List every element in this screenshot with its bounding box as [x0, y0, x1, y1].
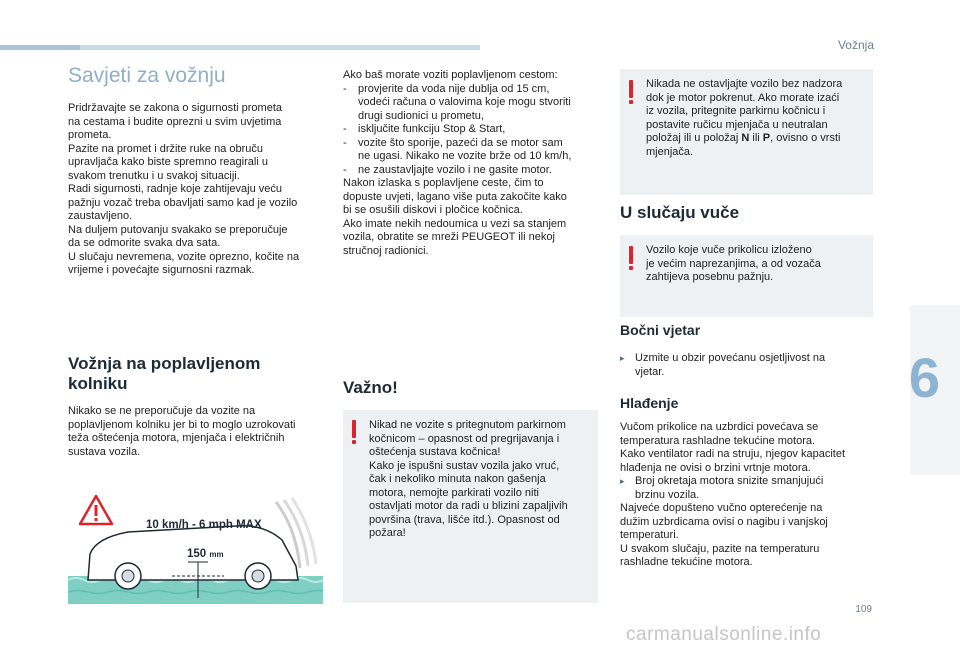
dealer-advice-text: Ako imate nekih nedoumica u vezi sa stanjem vozila, obratite se mreži PEUGEOT ili nekoj stručnoj radionici.	[343, 217, 567, 257]
list-item: ▸ Broj okretaja motora snizite smanjujući brzinu vozila.	[620, 475, 873, 502]
cooling-paragraph: Najveće dopušteno vučno opterećenje na dužim uzbrdicama ovisi o nagibu i vanjskoj temperaturi. U svakom slučaju, pazite na temperaturu rashladne tekućine motora.	[620, 502, 828, 568]
flood-section-title: Vožnja na poplavljenom kolniku	[68, 354, 261, 393]
flooded-road-instructions	[343, 69, 598, 258]
important-warning-text: Nikad ne vozite s pritegnutom parkirnom kočnicom – opasnost od pregrijavanja i oštećenja sustava kočnica! Kako je ispušni sustav vozila jako vruć, čak i nekoliko minuta nakon gašenja motora, nemojte parkirati vozilo niti ostavljati motor da radi u blizini zapaljivih površina (trava, lišće itd.). Opasnost od požara!	[369, 419, 568, 539]
max-depth-label	[187, 548, 224, 560]
list-item: - vozite što sporije, pazeći da se motor sam ne ugasi. Nikako ne vozite brže od 10 km/h,	[343, 137, 598, 164]
driving-advice-text	[68, 102, 326, 278]
gear-n: N	[741, 132, 750, 144]
list-item: - provjerite da voda nije dublja od 15 cm, vodeći računa o valovima koje mogu stvoriti drugi sudionici u prometu,	[343, 83, 598, 124]
towing-warning-box	[620, 235, 873, 317]
max-speed-label: 10 km/h - 6 mph MAX	[146, 519, 262, 531]
car-in-water-drawing	[68, 488, 323, 604]
advice-paragraph: Pridržavajte se zakona o sigurnosti prometa na cestama i budite oprezni u svim uvjetima prometa.	[68, 102, 282, 141]
after-flood-text: Nakon izlaska s poplavljene ceste, čim to dopuste uvjeti, lagano više puta zakočite kako bi se osušili diskovi i pločice kočnica.	[343, 177, 567, 216]
flood-text: Nikako se ne preporučuje da vozite na poplavljenom kolniku jer bi to moglo uzrokovati teža oštećenja motora, mjenjača i električnih sustava vozila.	[68, 405, 296, 458]
cooling-list	[620, 475, 873, 502]
cooling-paragraph: Vučom prikolice na uzbrdici povećava se temperatura rashladne tekućine motora. Kako ventilator radi na struju, njegov kapacitet hlađenja ne ovisi o brzini vrtnje motora.	[620, 421, 846, 474]
crosswind-title: Bočni vjetar	[620, 322, 701, 338]
warning-triangle-icon	[80, 496, 112, 524]
flood-steps-list	[343, 83, 598, 178]
towing-warning-text: Vozilo koje vuče prikolicu izloženo je većim naprezanjima, a od vozača zahtijeva posebnu pažnju.	[646, 244, 821, 283]
towing-section-title: U slučaju vuče	[620, 203, 740, 222]
warning-exclamation-icon	[626, 246, 636, 271]
running-head: Vožnja	[837, 38, 874, 52]
gear-p: P	[762, 132, 771, 144]
chapter-number: 6	[908, 346, 940, 409]
flood-intro: Ako baš morate voziti poplavljenom cestom:	[343, 69, 558, 81]
warning-exclamation-icon	[349, 420, 359, 445]
header-rule-accent	[0, 45, 80, 50]
important-title: Važno!	[343, 378, 398, 397]
page-number: 109	[855, 604, 872, 615]
unattended-warning-text: Nikada ne ostavljajte vozilo bez nadzora dok je motor pokrenut. Ako morate izaći iz vozila, pritegnite parkirnu kočnicu i postavite ručicu mjenjača u neutralan položaj ili u položaj N ili P, ovisno o vrsti mjenjača.	[646, 78, 843, 158]
advice-paragraph: Pazite na promet i držite ruke na obruču upravljača kako biste spremno reagirali u svakom trenutku i u svakoj situaciji.	[68, 142, 268, 182]
page-title: Savjeti za vožnju	[68, 64, 226, 87]
warning-exclamation-icon	[626, 80, 636, 105]
crosswind-list	[620, 352, 873, 379]
flood-illustration	[68, 488, 323, 604]
cooling-text	[620, 421, 873, 570]
advice-paragraph: Radi sigurnosti, radnje koje zahtijevaju veću pažnju vozač treba obavljati samo kad je vozilo zaustavljeno.	[68, 183, 298, 222]
parking-brake-warning-box	[343, 410, 598, 603]
watermark: carmanualsonline.info	[626, 624, 822, 645]
cooling-title: Hlađenje	[620, 395, 679, 411]
depth-value: 150	[187, 548, 207, 560]
list-item: - isključite funkciju Stop & Start,	[343, 123, 598, 137]
advice-paragraph: Na duljem putovanju svakako se preporučuje da se odmorite svaka dva sata.	[68, 223, 288, 249]
depth-unit: mm	[209, 550, 224, 559]
unattended-vehicle-warning-box	[620, 69, 873, 195]
list-item: ▸ Uzmite u obzir povećanu osjetljivost na vjetar.	[620, 352, 873, 379]
list-item: - ne zaustavljajte vozilo i ne gasite motor.	[343, 164, 598, 178]
advice-paragraph: U slučaju nevremena, vozite oprezno, kočite na vrijeme i povećajte sigurnosni razmak.	[68, 250, 300, 276]
